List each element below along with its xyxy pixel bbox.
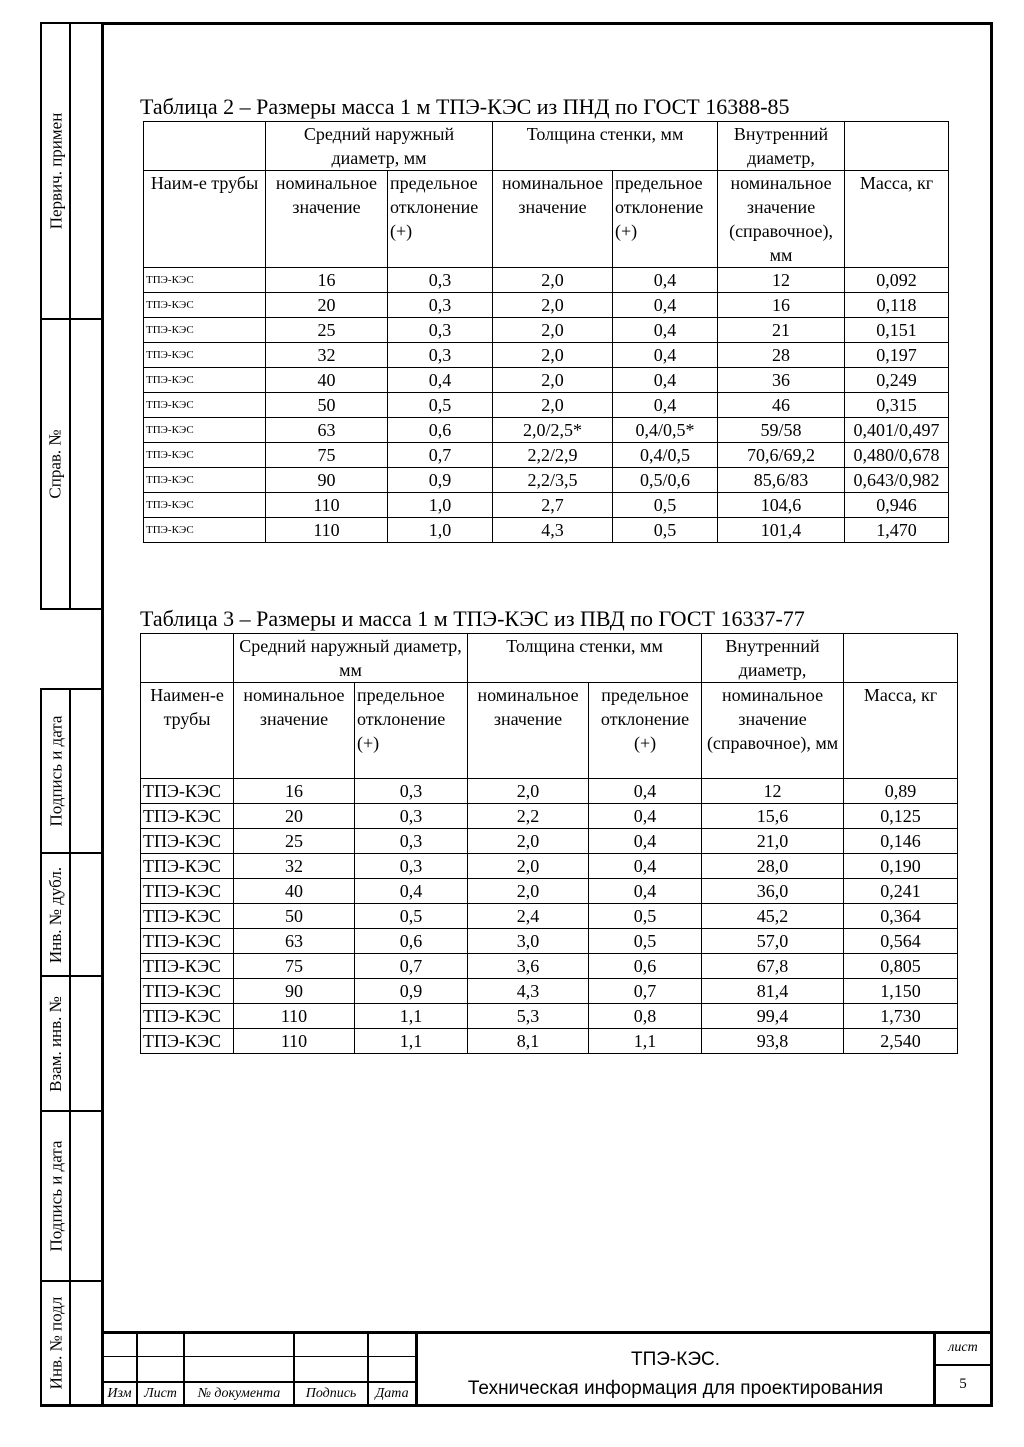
table2-cell-mass: 0,401/0,497 — [845, 418, 949, 443]
table2-cell-id-nominal: 21 — [718, 318, 845, 343]
table3-cell-wall-tolerance: 0,4 — [589, 779, 702, 804]
table3-cell-wall-tolerance: 0,8 — [589, 1004, 702, 1029]
table3-cell-od-nominal: 110 — [234, 1004, 355, 1029]
table2-cell-wall-tolerance: 0,4/0,5* — [613, 418, 718, 443]
table2-cell-mass: 0,118 — [845, 293, 949, 318]
tb-col-label-doc-no: № документа — [197, 1386, 281, 1401]
table2-cell-od-nominal: 75 — [266, 443, 388, 468]
table3-cell-mass: 0,241 — [844, 879, 958, 904]
table3-cell-name: ТПЭ-КЭС — [141, 829, 234, 854]
table3-header-row — [141, 683, 958, 779]
table2-cell-mass: 0,249 — [845, 368, 949, 393]
table2-row — [144, 443, 949, 468]
table2-cell-wall-tolerance: 0,4 — [613, 293, 718, 318]
table3-row — [141, 779, 958, 804]
table3-cell-wall-nominal: 5,3 — [468, 1004, 589, 1029]
table3-caption: Таблица 3 – Размеры и масса 1 м ТПЭ-КЭС из ПВД по ГОСТ 16337-77 — [140, 606, 805, 631]
table2-header-mass: Масса, кг — [845, 171, 949, 268]
table2-header-od-nominal: номинальное значение — [266, 171, 388, 268]
table3-cell-id-nominal: 81,4 — [702, 979, 844, 1004]
table3-cell-od-nominal: 75 — [234, 954, 355, 979]
table2-cell-od-tolerance: 0,3 — [388, 293, 493, 318]
table2-cell-name: ТПЭ-КЭС — [144, 393, 266, 418]
table2-header-id-nominal: номинальное значение (справочное), мм — [718, 171, 845, 268]
table2-cell-wall-tolerance: 0,4 — [613, 393, 718, 418]
table2-cell-mass: 0,480/0,678 — [845, 443, 949, 468]
table2-cell-wall-nominal: 2,0 — [493, 268, 613, 293]
table2-row — [144, 343, 949, 368]
table2-cell-id-nominal: 59/58 — [718, 418, 845, 443]
frame-top — [102, 22, 993, 25]
table2-cell-name: ТПЭ-КЭС — [144, 493, 266, 518]
table2-cell-od-nominal: 63 — [266, 418, 388, 443]
tb-doc-title-1: ТПЭ-КЭС. — [631, 1349, 720, 1370]
table3-cell-wall-nominal: 3,6 — [468, 954, 589, 979]
table2-blank-header — [144, 122, 266, 171]
table3-header-name: Наимен-е трубы — [141, 683, 234, 779]
table2-cell-name: ТПЭ-КЭС — [144, 418, 266, 443]
table2-cell-mass: 0,946 — [845, 493, 949, 518]
table3-header-od-tolerance: предельное отклонение (+) — [355, 683, 468, 779]
table2-cell-name: ТПЭ-КЭС — [144, 343, 266, 368]
table2-cell-od-nominal: 40 — [266, 368, 388, 393]
table2-cell-wall-nominal: 2,0 — [493, 318, 613, 343]
table3-cell-name: ТПЭ-КЭС — [141, 954, 234, 979]
table2-cell-od-nominal: 110 — [266, 493, 388, 518]
table2-cell-od-nominal: 20 — [266, 293, 388, 318]
table3-cell-name: ТПЭ-КЭС — [141, 879, 234, 904]
table3-header-od-nominal: номинальное значение — [234, 683, 355, 779]
table3-cell-od-nominal: 20 — [234, 804, 355, 829]
margin-label-first-use: Первич. примен — [46, 112, 65, 230]
table3-cell-id-nominal: 57,0 — [702, 929, 844, 954]
table2-row — [144, 493, 949, 518]
table3-row — [141, 879, 958, 904]
table2-row — [144, 418, 949, 443]
table3-group-header-row — [141, 634, 958, 683]
margin-label-ref-no: Справ. № — [46, 429, 66, 499]
table3-cell-id-nominal: 99,4 — [702, 1004, 844, 1029]
table2-cell-od-tolerance: 0,4 — [388, 368, 493, 393]
table2-cell-mass: 0,315 — [845, 393, 949, 418]
table3-cell-name: ТПЭ-КЭС — [141, 929, 234, 954]
table3-cell-wall-tolerance: 1,1 — [589, 1029, 702, 1054]
table3-cell-wall-nominal: 2,2 — [468, 804, 589, 829]
table3-cell-wall-nominal: 4,3 — [468, 979, 589, 1004]
table3-cell-wall-tolerance: 0,7 — [589, 979, 702, 1004]
table3-row — [141, 979, 958, 1004]
table2-cell-wall-tolerance: 0,4 — [613, 318, 718, 343]
tb-row-line-1 — [102, 1356, 417, 1357]
table2-cell-wall-nominal: 2,0 — [493, 293, 613, 318]
table3-cell-wall-tolerance: 0,6 — [589, 954, 702, 979]
table2-cell-od-tolerance: 0,6 — [388, 418, 493, 443]
table2-cell-od-nominal: 16 — [266, 268, 388, 293]
table2-header-wall-nominal: номинальное значение — [493, 171, 613, 268]
table2-cell-id-nominal: 12 — [718, 268, 845, 293]
table3-cell-od-tolerance: 0,3 — [355, 829, 468, 854]
table2-cell-od-tolerance: 0,7 — [388, 443, 493, 468]
margin-label-dup-inv: Инв. № дубл. — [46, 866, 66, 963]
table2-row — [144, 293, 949, 318]
tb-doc-title-2: Техническая информация для проектирования — [467, 1378, 884, 1399]
tb-col-label-signature: Подпись — [305, 1386, 357, 1401]
table2-cell-id-nominal: 70,6/69,2 — [718, 443, 845, 468]
table3-cell-wall-nominal: 2,4 — [468, 904, 589, 929]
table3-cell-id-nominal: 21,0 — [702, 829, 844, 854]
table3-cell-mass: 0,190 — [844, 854, 958, 879]
frame-left — [101, 22, 104, 1407]
table2-cell-mass: 1,470 — [845, 518, 949, 543]
table2-cell-mass: 0,151 — [845, 318, 949, 343]
table2-row — [144, 468, 949, 493]
table3-cell-wall-nominal: 8,1 — [468, 1029, 589, 1054]
table2-cell-name: ТПЭ-КЭС — [144, 518, 266, 543]
table2-cell-od-tolerance: 0,5 — [388, 393, 493, 418]
table2-cell-mass: 0,643/0,982 — [845, 468, 949, 493]
table2-cell-od-tolerance: 1,0 — [388, 518, 493, 543]
table3 — [140, 633, 958, 1054]
table2-group-header-inner-diameter: Внутренний диаметр, — [718, 122, 845, 171]
table3-group-header-wall-thickness: Толщина стенки, мм — [468, 634, 702, 683]
table2-caption: Таблица 2 – Размеры масса 1 м ТПЭ-КЭС из ПНД по ГОСТ 16388-85 — [140, 94, 790, 119]
table2-group-header-wall-thickness: Толщина стенки, мм — [493, 122, 718, 171]
table3-row — [141, 929, 958, 954]
tb-sheet-label: лист — [948, 1340, 978, 1355]
table3-cell-od-tolerance: 1,1 — [355, 1029, 468, 1054]
table3-group-header-inner-diameter: Внутренний диаметр, — [702, 634, 844, 683]
table2-cell-id-nominal: 28 — [718, 343, 845, 368]
table2-cell-wall-nominal: 2,0 — [493, 343, 613, 368]
table3-cell-wall-nominal: 2,0 — [468, 879, 589, 904]
table2-cell-wall-tolerance: 0,5/0,6 — [613, 468, 718, 493]
table2-cell-od-tolerance: 0,9 — [388, 468, 493, 493]
table3-cell-od-nominal: 50 — [234, 904, 355, 929]
table3-cell-name: ТПЭ-КЭС — [141, 904, 234, 929]
table2-group-header-row — [144, 122, 949, 171]
table3-cell-od-nominal: 25 — [234, 829, 355, 854]
table2-cell-od-tolerance: 0,3 — [388, 318, 493, 343]
table3-cell-od-tolerance: 0,4 — [355, 879, 468, 904]
table3-cell-id-nominal: 28,0 — [702, 854, 844, 879]
table3-group-header-outer-diameter: Средний наружный диаметр, мм — [234, 634, 468, 683]
table3-row — [141, 904, 958, 929]
table3-cell-od-nominal: 16 — [234, 779, 355, 804]
table2-cell-mass: 0,092 — [845, 268, 949, 293]
table3-cell-od-tolerance: 0,3 — [355, 779, 468, 804]
table3-header-id-nominal: номинальное значение (справочное), мм — [702, 683, 844, 779]
margin-upper-bottom — [40, 608, 103, 610]
frame-right — [990, 22, 993, 1407]
table2-cell-wall-nominal: 2,0 — [493, 393, 613, 418]
table2-cell-od-tolerance: 0,3 — [388, 343, 493, 368]
table3-cell-id-nominal: 67,8 — [702, 954, 844, 979]
table3-row — [141, 1004, 958, 1029]
table2-header-od-tolerance: предельное отклонение (+) — [388, 171, 493, 268]
table2-cell-od-nominal: 25 — [266, 318, 388, 343]
table3-cell-id-nominal: 36,0 — [702, 879, 844, 904]
table3-cell-wall-nominal: 2,0 — [468, 779, 589, 804]
tb-row-line-2 — [102, 1381, 417, 1383]
tb-col-label-sheet: Лист — [144, 1386, 177, 1401]
margin-label-replace-inv: Взам. инв. № — [46, 995, 65, 1092]
table3-cell-id-nominal: 45,2 — [702, 904, 844, 929]
table2-header-wall-tolerance: предельное отклонение (+) — [613, 171, 718, 268]
table2-cell-name: ТПЭ-КЭС — [144, 468, 266, 493]
table2-cell-od-tolerance: 0,3 — [388, 268, 493, 293]
table3-cell-mass: 0,364 — [844, 904, 958, 929]
table3-cell-od-tolerance: 0,3 — [355, 854, 468, 879]
table3-cell-mass: 0,125 — [844, 804, 958, 829]
table3-cell-id-nominal: 12 — [702, 779, 844, 804]
table3-row — [141, 954, 958, 979]
table2-cell-wall-nominal: 2,2/2,9 — [493, 443, 613, 468]
table3-cell-od-tolerance: 0,9 — [355, 979, 468, 1004]
table2-cell-id-nominal: 36 — [718, 368, 845, 393]
table2-cell-id-nominal: 46 — [718, 393, 845, 418]
table2-cell-od-nominal: 50 — [266, 393, 388, 418]
table3-cell-wall-tolerance: 0,5 — [589, 929, 702, 954]
table2-header-name: Наим-е трубы — [144, 171, 266, 268]
table2-cell-name: ТПЭ-КЭС — [144, 318, 266, 343]
table2-cell-od-nominal: 110 — [266, 518, 388, 543]
table3-cell-od-nominal: 63 — [234, 929, 355, 954]
table2-cell-wall-tolerance: 0,5 — [613, 493, 718, 518]
table2-cell-name: ТПЭ-КЭС — [144, 293, 266, 318]
table3-cell-wall-tolerance: 0,4 — [589, 829, 702, 854]
table3-cell-wall-nominal: 2,0 — [468, 854, 589, 879]
table3-cell-wall-tolerance: 0,4 — [589, 879, 702, 904]
table2-cell-name: ТПЭ-КЭС — [144, 268, 266, 293]
table2-row — [144, 393, 949, 418]
table3-cell-name: ТПЭ-КЭС — [141, 1004, 234, 1029]
margin-label-sign-date-1: Подпись и дата — [46, 715, 65, 827]
table3-cell-od-nominal: 110 — [234, 1029, 355, 1054]
table3-cell-od-tolerance: 0,6 — [355, 929, 468, 954]
table3-cell-od-tolerance: 1,1 — [355, 1004, 468, 1029]
table2-cell-wall-tolerance: 0,4 — [613, 368, 718, 393]
table3-cell-name: ТПЭ-КЭС — [141, 1029, 234, 1054]
table2-row — [144, 368, 949, 393]
table3-row — [141, 804, 958, 829]
table2-blank-header — [845, 122, 949, 171]
table2-cell-wall-tolerance: 0,4 — [613, 268, 718, 293]
table2-row — [144, 268, 949, 293]
table3-cell-od-nominal: 90 — [234, 979, 355, 1004]
table2-group-header-outer-diameter: Средний наружный диаметр, мм — [266, 122, 493, 171]
table3-cell-mass: 0,146 — [844, 829, 958, 854]
table2-cell-wall-tolerance: 0,5 — [613, 518, 718, 543]
table2-cell-od-tolerance: 1,0 — [388, 493, 493, 518]
table2-cell-wall-tolerance: 0,4/0,5 — [613, 443, 718, 468]
table3-header-mass: Масса, кг — [844, 683, 958, 779]
table2 — [143, 121, 949, 543]
table2-cell-wall-nominal: 2,0 — [493, 368, 613, 393]
table2-cell-wall-nominal: 2,2/3,5 — [493, 468, 613, 493]
table3-cell-wall-tolerance: 0,5 — [589, 904, 702, 929]
table2-cell-name: ТПЭ-КЭС — [144, 368, 266, 393]
margin-label-orig-inv: Инв. № подл — [46, 1296, 65, 1390]
table2-header-row — [144, 171, 949, 268]
tb-top — [102, 1331, 993, 1334]
table2-cell-od-nominal: 90 — [266, 468, 388, 493]
table3-row — [141, 854, 958, 879]
table3-cell-id-nominal: 15,6 — [702, 804, 844, 829]
table3-cell-wall-nominal: 3,0 — [468, 929, 589, 954]
table3-cell-mass: 1,730 — [844, 1004, 958, 1029]
table3-header-wall-nominal: номинальное значение — [468, 683, 589, 779]
table2-cell-id-nominal: 16 — [718, 293, 845, 318]
table2-cell-wall-nominal: 2,7 — [493, 493, 613, 518]
table3-cell-wall-nominal: 2,0 — [468, 829, 589, 854]
table3-row — [141, 1029, 958, 1054]
table3-cell-od-tolerance: 0,3 — [355, 804, 468, 829]
table3-cell-id-nominal: 93,8 — [702, 1029, 844, 1054]
table2-cell-od-nominal: 32 — [266, 343, 388, 368]
table3-row — [141, 829, 958, 854]
table3-header-wall-tolerance: предельное отклонение (+) — [589, 683, 702, 779]
table2-cell-mass: 0,197 — [845, 343, 949, 368]
table3-cell-od-nominal: 32 — [234, 854, 355, 879]
table2-row — [144, 518, 949, 543]
table3-cell-name: ТПЭ-КЭС — [141, 779, 234, 804]
tb-sheet-div — [933, 1364, 993, 1366]
table2-cell-wall-tolerance: 0,4 — [613, 343, 718, 368]
table3-cell-mass: 0,564 — [844, 929, 958, 954]
table3-cell-od-tolerance: 0,7 — [355, 954, 468, 979]
table2-cell-wall-nominal: 4,3 — [493, 518, 613, 543]
table3-cell-od-nominal: 40 — [234, 879, 355, 904]
tb-col-label-change: Изм — [107, 1386, 132, 1401]
table3-blank-header — [141, 634, 234, 683]
table3-cell-wall-tolerance: 0,4 — [589, 854, 702, 879]
tb-sheet-number: 5 — [959, 1376, 967, 1392]
table3-blank-header — [844, 634, 958, 683]
table2-cell-wall-nominal: 2,0/2,5* — [493, 418, 613, 443]
table3-cell-mass: 0,89 — [844, 779, 958, 804]
table2-cell-id-nominal: 104,6 — [718, 493, 845, 518]
table3-cell-mass: 2,540 — [844, 1029, 958, 1054]
table3-cell-od-tolerance: 0,5 — [355, 904, 468, 929]
table3-cell-name: ТПЭ-КЭС — [141, 979, 234, 1004]
table2-cell-id-nominal: 101,4 — [718, 518, 845, 543]
table3-cell-wall-tolerance: 0,4 — [589, 804, 702, 829]
table3-cell-mass: 0,805 — [844, 954, 958, 979]
margin-label-sign-date-2: Подпись и дата — [46, 1140, 65, 1252]
table3-cell-name: ТПЭ-КЭС — [141, 854, 234, 879]
table3-cell-name: ТПЭ-КЭС — [141, 804, 234, 829]
table2-cell-name: ТПЭ-КЭС — [144, 443, 266, 468]
table3-cell-mass: 1,150 — [844, 979, 958, 1004]
table2-row — [144, 318, 949, 343]
tb-col-label-date: Дата — [375, 1386, 409, 1401]
table2-cell-id-nominal: 85,6/83 — [718, 468, 845, 493]
